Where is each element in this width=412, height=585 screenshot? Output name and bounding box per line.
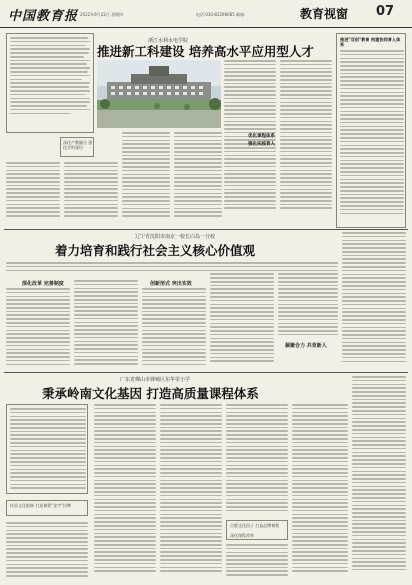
article1-text-col-c: [6, 162, 60, 222]
article1-subtitle: 深化产教融合 强化学科建设: [63, 140, 93, 150]
article1-mid-heading-2: 强化实践育人: [248, 142, 275, 147]
issue-date: 2022年9月22日 星期四: [80, 12, 124, 17]
article3-bottom-caption-2: 深化课程改革: [230, 533, 254, 538]
article1-title: 推进新工科建设 培养高水平应用型人才: [97, 44, 314, 59]
article3-col-1: [6, 522, 88, 580]
divider-2: [4, 372, 408, 373]
article3-title: 秉承岭南文化基因 打造高质量课程体系: [42, 386, 259, 401]
article3-caption-box: [6, 500, 88, 516]
article2-sub3: 凝聚合力 共育新人: [285, 343, 327, 349]
contact-info: 电话:010-82296685 邮箱:: [196, 12, 246, 17]
article3-col-6: [292, 404, 348, 580]
article3-bottom-box: [226, 520, 288, 540]
page-number: 07: [376, 4, 395, 19]
sidebar-label: 推进"双创"教育 构建协同育人体系: [340, 37, 401, 47]
article3-col-4: [226, 404, 288, 516]
article2-school: 辽宁省沈阳市南京一校长白岛一分校: [135, 234, 216, 240]
article2-col-2: [74, 280, 138, 368]
article1-sidebar: [336, 33, 406, 228]
article1-school: 浙江水利水电学院: [148, 38, 189, 44]
article1-text-col-f: [174, 132, 222, 222]
article2-sub1: 深化改革 完善制度: [22, 281, 64, 287]
article1-subtitle-box: [60, 137, 94, 157]
campus-photo: [97, 60, 221, 128]
article3-col-2: [94, 404, 156, 580]
article2-col-6: [342, 232, 406, 368]
article1-text-col-d: [64, 162, 118, 222]
article1-mid-heading-1: 优化课程体系: [248, 134, 275, 139]
newspaper-logo: 中国教育报: [8, 9, 79, 24]
article2-title: 着力培育和践行社会主义核心价值观: [55, 243, 256, 258]
article2-col-1: [6, 288, 70, 368]
article2-sub2: 创新形式 突出实效: [150, 281, 192, 287]
article2-col-4: [210, 262, 274, 368]
divider-1: [4, 229, 408, 230]
article3-bottom-caption-1: 点燃文化因子 打造品牌课程: [230, 523, 280, 528]
section-title: 教育视窗: [300, 7, 349, 21]
article3-intro-box: [6, 404, 88, 494]
article3-box-caption: 传承文化根脉 打造课程"金字"招牌: [10, 503, 71, 508]
article3-col-5: [226, 544, 288, 580]
masthead: [0, 0, 412, 28]
article3-col-3: [160, 404, 222, 580]
article1-text-col-e: [122, 132, 170, 222]
article1-intro-box: [6, 33, 94, 133]
article1-text-col-b: [280, 60, 332, 216]
article2-col-5: [278, 262, 338, 340]
article2-col-3: [142, 288, 206, 368]
article3-col-7: [352, 376, 406, 580]
article3-school: 广东省佛山市禅城区东华里小学: [120, 377, 191, 383]
